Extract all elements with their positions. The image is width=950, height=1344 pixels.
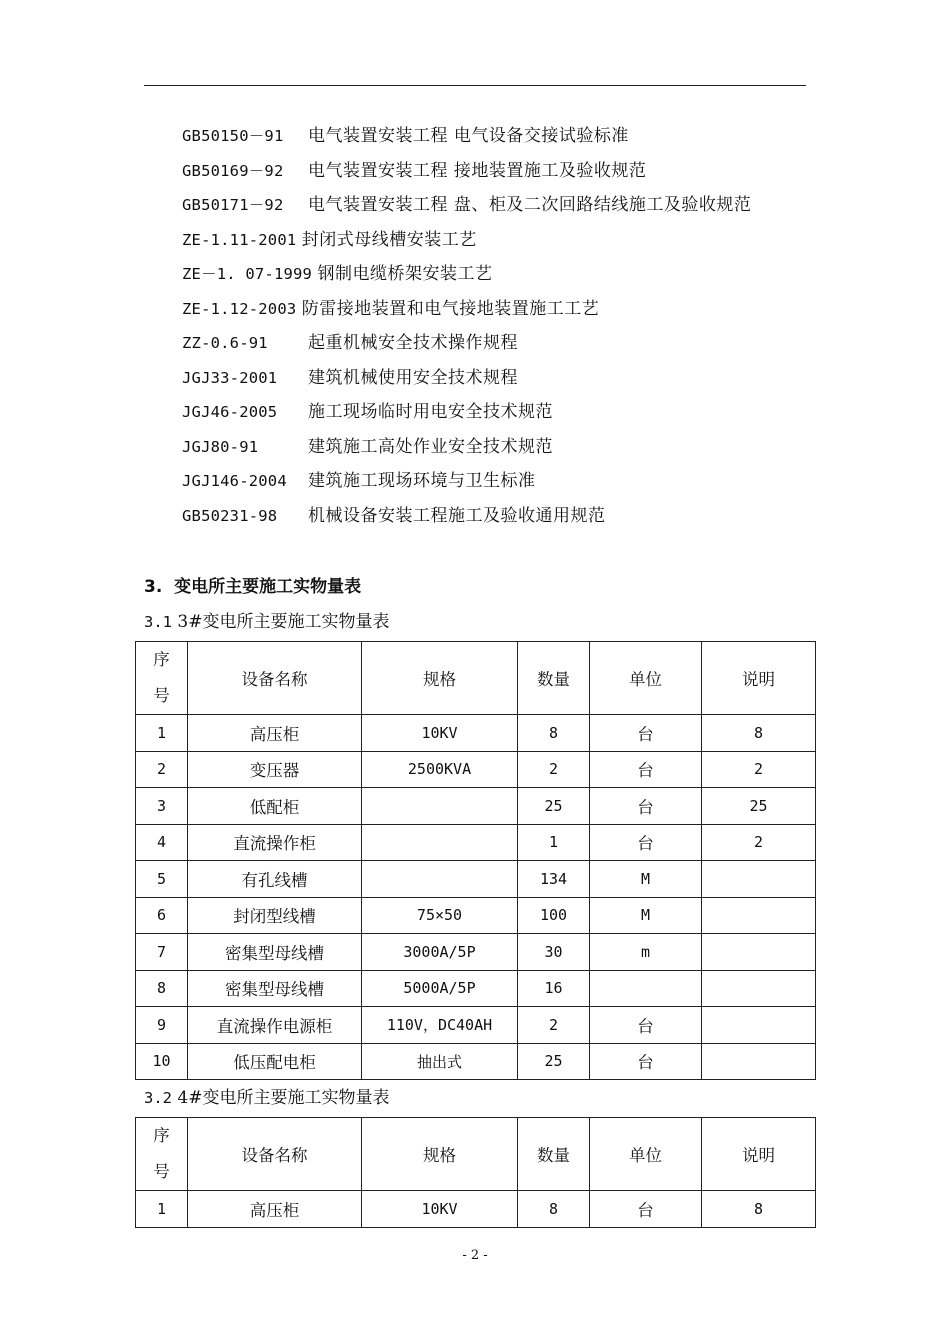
table-row (136, 1043, 816, 1080)
table-cell: 7 (136, 934, 188, 971)
standard-name: 电气装置安装工程 盘、柜及二次回路结线施工及验收规范 (308, 195, 752, 215)
standard-item (182, 295, 751, 330)
header-seq-line2: 号 (153, 1162, 170, 1181)
table-cell: 台 (590, 1007, 702, 1044)
standard-code: ZZ-0.6-91 (182, 334, 268, 352)
table-row (136, 824, 816, 861)
table-row (136, 861, 816, 898)
table-cell (362, 861, 518, 898)
header-name: 设备名称 (188, 1118, 362, 1191)
standard-name: 建筑机械使用安全技术规程 (308, 367, 518, 388)
header-spec: 规格 (362, 642, 518, 715)
header-unit: 单位 (590, 642, 702, 715)
table-cell: 10 (136, 1043, 188, 1080)
table-cell: 6 (136, 897, 188, 934)
table-cell: 8 (518, 1191, 590, 1228)
table-cell: 有孔线槽 (188, 861, 362, 898)
table-cell: 2 (518, 751, 590, 788)
table-cell: 1 (136, 1191, 188, 1228)
standard-name: 施工现场临时用电安全技术规范 (308, 402, 553, 422)
table-cell: 台 (590, 788, 702, 825)
standard-code: GB50171－92 (182, 196, 284, 214)
quantity-table-4 (135, 1117, 816, 1228)
table-cell: 变压器 (188, 751, 362, 788)
table-cell: 密集型母线槽 (188, 934, 362, 971)
standard-code: JGJ33-2001 (182, 368, 278, 387)
table1-number: 3.1 (144, 613, 172, 631)
standard-code: ZE-1.11-2001 (182, 230, 297, 249)
page-number: - 2 - (462, 1248, 488, 1263)
standard-name: 建筑施工现场环境与卫生标准 (308, 471, 536, 491)
standard-item (182, 260, 751, 295)
standard-name: 电气装置安装工程 接地装置施工及验收规范 (308, 160, 647, 181)
header-spec: 规格 (362, 1118, 518, 1191)
table-row (136, 897, 816, 934)
table-cell: 75×50 (362, 897, 518, 934)
standard-code: GB50150－91 (182, 127, 284, 145)
table2-title: 4#变电所主要施工实物量表 (177, 1088, 390, 1108)
standard-item (182, 329, 751, 364)
table-cell (702, 934, 816, 971)
standard-item (182, 398, 751, 433)
table-row (136, 934, 816, 971)
header-seq-line1: 序 (153, 1126, 170, 1145)
table2-number: 3.2 (144, 1089, 172, 1107)
header-qty: 数量 (518, 1118, 590, 1191)
table-cell (702, 861, 816, 898)
table-cell (702, 897, 816, 934)
table-cell: 100 (518, 897, 590, 934)
table1-caption (144, 607, 389, 632)
standard-name: 起重机械安全技术操作规程 (308, 333, 518, 353)
standard-item (182, 433, 751, 468)
standard-name: 防雷接地装置和电气接地装置施工工艺 (301, 298, 600, 319)
table-cell: 8 (136, 970, 188, 1007)
table-cell: 3 (136, 788, 188, 825)
standard-code: GB50231-98 (182, 506, 278, 525)
table-cell: 2 (518, 1007, 590, 1044)
standard-code: ZE－1. 07-1999 (182, 265, 313, 283)
table-cell: m (590, 934, 702, 971)
section-number: 3. (144, 577, 163, 597)
standard-code: JGJ146-2004 (182, 472, 287, 490)
standard-item (182, 364, 751, 399)
table-cell: 密集型母线槽 (188, 970, 362, 1007)
header-rule (144, 85, 806, 86)
table-cell: 1 (136, 715, 188, 752)
table-cell: 25 (702, 788, 816, 825)
table-row (136, 1007, 816, 1044)
table-cell: 9 (136, 1007, 188, 1044)
table-cell: 封闭型线槽 (188, 897, 362, 934)
header-seq-line2: 号 (153, 686, 170, 705)
table-cell: 台 (590, 715, 702, 752)
table-cell: 5 (136, 861, 188, 898)
table-cell: 直流操作柜 (188, 824, 362, 861)
table-row (136, 715, 816, 752)
table-cell: 2 (702, 824, 816, 861)
table-cell: 高压柜 (188, 1191, 362, 1228)
table-cell: 2500KVA (362, 751, 518, 788)
standard-item (182, 157, 751, 192)
section-heading (144, 572, 361, 597)
header-seq (136, 642, 188, 715)
table-cell: 16 (518, 970, 590, 1007)
table1-title: 3#变电所主要施工实物量表 (177, 612, 390, 632)
standard-code: ZE-1.12-2003 (182, 299, 297, 318)
table-cell: 低压配电柜 (188, 1043, 362, 1080)
table-cell: 低配柜 (188, 788, 362, 825)
table-cell: 110V，DC40AH (362, 1007, 518, 1044)
table-cell: M (590, 861, 702, 898)
table-cell: 2 (702, 751, 816, 788)
standard-name: 封闭式母线槽安装工艺 (301, 229, 477, 250)
table-cell: 10KV (362, 1191, 518, 1228)
standards-list (182, 122, 751, 536)
table-cell (702, 1043, 816, 1080)
header-unit: 单位 (590, 1118, 702, 1191)
table-cell: 8 (702, 715, 816, 752)
table-cell: M (590, 897, 702, 934)
table-cell: 8 (518, 715, 590, 752)
table-cell: 高压柜 (188, 715, 362, 752)
quantity-table-3 (135, 641, 816, 1080)
table-cell: 10KV (362, 715, 518, 752)
table-cell: 台 (590, 1191, 702, 1228)
header-seq (136, 1118, 188, 1191)
header-seq-line1: 序 (153, 650, 170, 669)
standard-item (182, 226, 751, 261)
header-note: 说明 (702, 1118, 816, 1191)
table-cell (362, 824, 518, 861)
table-cell: 25 (518, 788, 590, 825)
table-cell: 25 (518, 1043, 590, 1080)
section-title: 变电所主要施工实物量表 (174, 577, 362, 597)
table-cell: 5000A/5P (362, 970, 518, 1007)
table-row (136, 970, 816, 1007)
table-cell: 134 (518, 861, 590, 898)
table-row (136, 788, 816, 825)
table-cell: 台 (590, 824, 702, 861)
standard-code: GB50169－92 (182, 161, 284, 180)
standard-item (182, 122, 751, 157)
standard-name: 电气装置安装工程 电气设备交接试验标准 (308, 126, 629, 146)
table2-caption (144, 1083, 389, 1108)
standard-name: 钢制电缆桥架安装工艺 (317, 264, 493, 284)
table-cell: 台 (590, 751, 702, 788)
standard-name: 机械设备安装工程施工及验收通用规范 (308, 505, 606, 526)
table-row (136, 1191, 816, 1228)
standard-item (182, 502, 751, 537)
table-cell: 2 (136, 751, 188, 788)
table-cell: 3000A/5P (362, 934, 518, 971)
table-header-row (136, 1118, 816, 1191)
standard-item (182, 191, 751, 226)
table-cell (362, 788, 518, 825)
header-note: 说明 (702, 642, 816, 715)
table-header-row (136, 642, 816, 715)
table-cell (702, 970, 816, 1007)
table-cell: 8 (702, 1191, 816, 1228)
header-qty: 数量 (518, 642, 590, 715)
table-row (136, 751, 816, 788)
table-cell: 1 (518, 824, 590, 861)
table-cell: 4 (136, 824, 188, 861)
table-cell: 台 (590, 1043, 702, 1080)
standard-code: JGJ80-91 (182, 437, 259, 456)
header-name: 设备名称 (188, 642, 362, 715)
standard-code: JGJ46-2005 (182, 403, 278, 421)
standard-item (182, 467, 751, 502)
table-cell: 抽出式 (362, 1043, 518, 1080)
table-cell: 30 (518, 934, 590, 971)
table-cell: 直流操作电源柜 (188, 1007, 362, 1044)
standard-name: 建筑施工高处作业安全技术规范 (308, 436, 553, 457)
table-cell (702, 1007, 816, 1044)
table-cell (590, 970, 702, 1007)
